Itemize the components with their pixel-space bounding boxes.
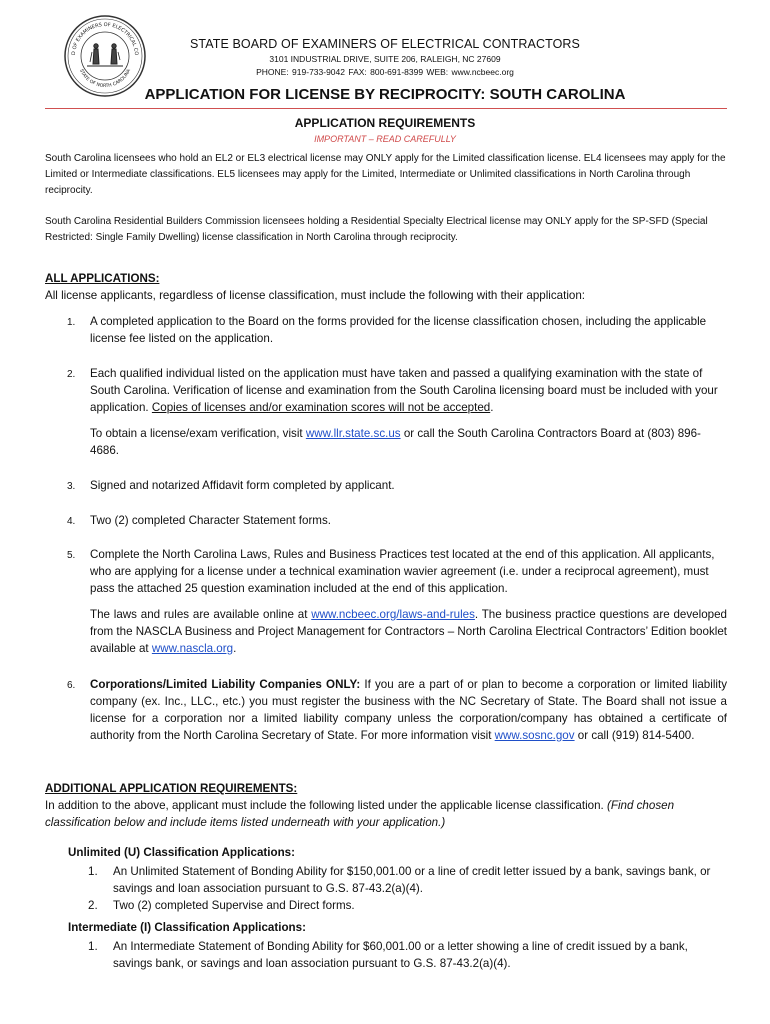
list-item-text: An Unlimited Statement of Bonding Ability for $150,001.00 or a line of credit letter issued by a bank, savings bank, or savings and loan association pursuant to G.S. 87-43.2(a)(4). xyxy=(113,865,711,895)
board-contact-line: PHONE: 919-733-9042 FAX: 800-691-8399 WEB: www.ncbeec.org xyxy=(256,67,514,77)
page-title: APPLICATION FOR LICENSE BY RECIPROCITY: SOUTH CAROLINA xyxy=(144,86,626,103)
board-address: 3101 INDUSTRIAL DRIVE, SUITE 206, RALEIGH, NC 27609 xyxy=(269,54,501,64)
copies-not-accepted-note: Copies of licenses and/or examination scores will not be accepted xyxy=(151,401,491,414)
list-number: 1. xyxy=(67,317,76,328)
sosnc-link[interactable]: www.sosnc.gov xyxy=(494,729,575,742)
list-item-text: An Intermediate Statement of Bonding Ability for $60,001.00 or a letter showing a line of credit issued by a bank, savings bank, or savings and loan association pursuant to G.S. 87-43.2(a)(4). xyxy=(113,940,688,970)
svg-text:STATE OF NORTH CAROLINA: STATE OF NORTH CAROLINA xyxy=(77,68,133,90)
all-applications-heading: ALL APPLICATIONS: xyxy=(45,272,160,285)
list-number: 5. xyxy=(67,550,76,561)
list-number: 4. xyxy=(67,516,76,527)
eligibility-paragraph-2: South Carolina Residential Builders Commission licensees holding a Residential Specialty Electrical license may ONLY apply for the SP-SFD (Special Restricted: Single Family Dwelling) license classification in North Carolina through reciprocity. xyxy=(45,216,708,243)
intermediate-classification-heading: Intermediate (I) Classification Applications: xyxy=(68,921,306,934)
svg-text:STATE BOARD OF EXAMINERS OF EL: D OF EXAMINERS OF ELECTRICAL CO xyxy=(70,21,140,56)
list-item-text: Corporations/Limited Liability Companies ONLY: If you are a part of or plan to become a corporation or limited liability company (ex. Inc., LLC., etc.) you must register the business with the NC Secretary of State. The Board shall not issue a license for a corporation nor a limited liability company unless the corporation/company has obtained a certificate of authority from the North Carolina Secretary of State. For more information visit www.sosnc.gov or call (919) 814-5400. xyxy=(90,678,727,742)
important-note: IMPORTANT – READ CAREFULLY xyxy=(314,134,456,144)
list-item-text: Each qualified individual listed on the application must have taken and passed a qualifying examination with the state of South Carolina. Verification of license and examination from the South Carolina licensing board must be included with your application. Copies of licenses and/or examination scores will not be accepted. xyxy=(90,367,718,414)
sc-llr-link[interactable]: www.llr.state.sc.us xyxy=(305,427,401,440)
corporations-llc-label: Corporations/Limited Liability Companies ONLY: xyxy=(90,678,361,691)
requirements-heading: APPLICATION REQUIREMENTS xyxy=(294,116,476,130)
unlimited-classification-heading: Unlimited (U) Classification Applications: xyxy=(68,846,295,859)
title-divider xyxy=(45,108,727,109)
additional-requirements-heading: ADDITIONAL APPLICATION REQUIREMENTS: xyxy=(45,782,298,795)
list-number: 6. xyxy=(67,680,76,691)
list-item-text: A completed application to the Board on the forms provided for the license classification chosen, including the applicable license fee listed on the application. xyxy=(90,315,707,345)
nascla-link[interactable]: www.nascla.org xyxy=(151,642,234,655)
laws-and-rules-link[interactable]: www.ncbeec.org/laws-and-rules xyxy=(311,608,475,621)
list-number: 1. xyxy=(88,865,98,878)
eligibility-paragraph-1: South Carolina licensees who hold an EL2 or EL3 electrical license may ONLY apply for the Limited classification license. EL4 licensees may apply for the Limited or Intermediate classifications. EL5 licensees may apply for the Limited, Intermediate or Unlimited classifications in North Carolina through reciprocity. xyxy=(45,153,726,196)
list-number: 1. xyxy=(88,940,98,953)
board-name: STATE BOARD OF EXAMINERS OF ELECTRICAL CONTRACTORS xyxy=(189,37,580,51)
list-item-text: Two (2) completed Supervise and Direct forms. xyxy=(113,899,355,912)
list-number: 2. xyxy=(88,899,98,912)
list-item-text: Complete the North Carolina Laws, Rules and Business Practices test located at the end of this application. All applicants, who are applying for a license under a technical examination wavier agreement (i.e. under a reciprocal agreement), must pass the attached 25 question examination included at the end of this application. xyxy=(90,548,715,595)
list-number: 2. xyxy=(67,369,76,380)
list-item-text: Two (2) completed Character Statement forms. xyxy=(90,514,331,527)
list-item-text: Signed and notarized Affidavit form completed by applicant. xyxy=(90,479,395,492)
all-applications-intro: All license applicants, regardless of license classification, must include the following with their application: xyxy=(45,289,586,302)
list-number: 3. xyxy=(67,481,76,492)
additional-requirements-intro: In addition to the above, applicant must include the following listed under the applicable license classification. (Find chosen classification below and include items listed underneath with your application.) xyxy=(45,799,675,829)
